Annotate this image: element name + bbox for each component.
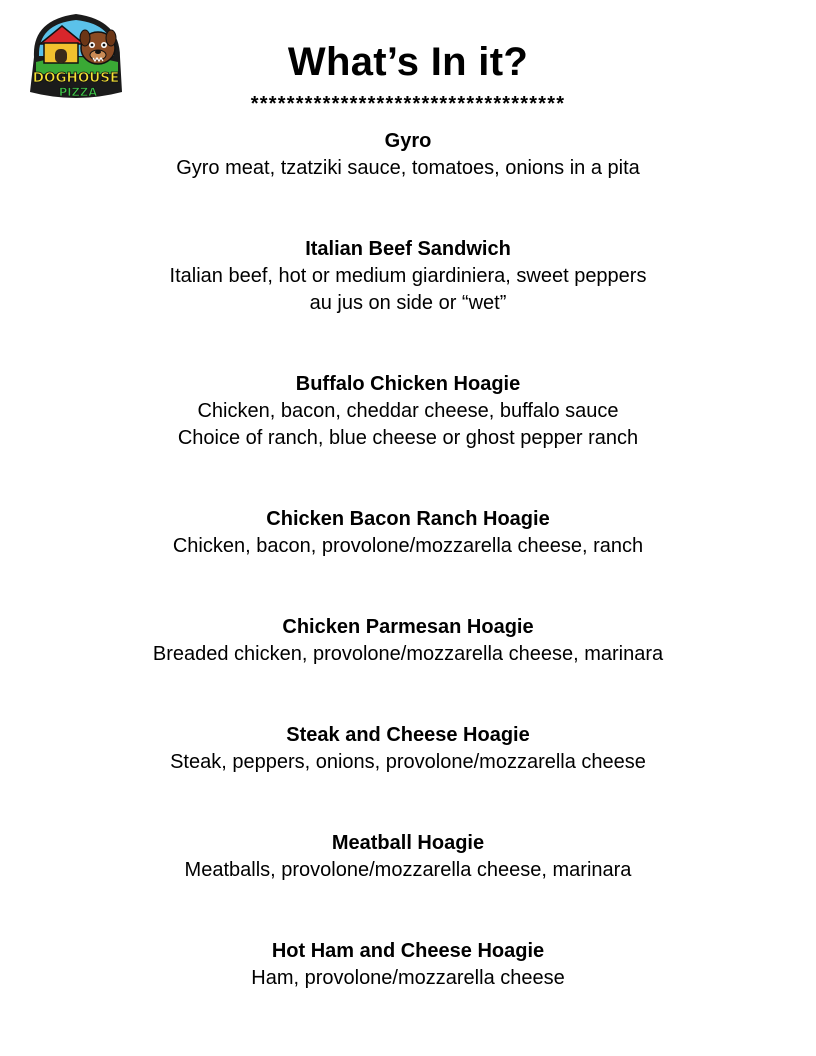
svg-text:DOGHOUSE: DOGHOUSE xyxy=(32,70,120,86)
menu-item-description: Ham, provolone/mozzarella cheese xyxy=(251,967,565,989)
menu-item-buffalo-chicken xyxy=(0,371,816,452)
menu-item-italian-beef xyxy=(0,236,816,317)
menu-item-name: Steak and Cheese Hoagie xyxy=(286,724,530,746)
menu-item-name: Gyro xyxy=(384,130,432,152)
menu-item-description: au jus on side or “wet” xyxy=(309,292,507,314)
menu-item-name: Italian Beef Sandwich xyxy=(305,238,511,260)
menu-item-description: Italian beef, hot or medium giardiniera, sweet peppers xyxy=(169,265,647,287)
menu-item-name: Chicken Bacon Ranch Hoagie xyxy=(266,508,550,530)
menu-item-hot-ham-and-cheese xyxy=(0,938,816,992)
menu-item-name: Chicken Parmesan Hoagie xyxy=(282,616,534,638)
svg-text:PIZZA: PIZZA xyxy=(58,85,98,99)
page-title: What’s In it? xyxy=(287,40,529,84)
menu-item-description: Choice of ranch, blue cheese or ghost pepper ranch xyxy=(177,427,639,449)
menu-item-description: Gyro meat, tzatziki sauce, tomatoes, onions in a pita xyxy=(176,157,640,179)
menu-item-gyro xyxy=(0,128,816,182)
asterisk-divider: *********************************** xyxy=(250,93,566,115)
menu-item-name: Meatball Hoagie xyxy=(331,832,485,854)
menu-item-meatball xyxy=(0,830,816,884)
menu-item-name: Hot Ham and Cheese Hoagie xyxy=(271,940,545,962)
menu-item-steak-and-cheese xyxy=(0,722,816,776)
menu-item-chicken-parmesan xyxy=(0,614,816,668)
menu-item-description: Chicken, bacon, cheddar cheese, buffalo sauce xyxy=(197,400,619,422)
menu-item-name: Buffalo Chicken Hoagie xyxy=(295,373,521,395)
menu-item-chicken-bacon-ranch xyxy=(0,506,816,560)
menu-item-description: Meatballs, provolone/mozzarella cheese, marinara xyxy=(184,859,632,881)
menu-item-description: Steak, peppers, onions, provolone/mozzarella cheese xyxy=(170,751,646,773)
menu-item-description: Chicken, bacon, provolone/mozzarella cheese, ranch xyxy=(172,535,644,557)
menu-item-description: Breaded chicken, provolone/mozzarella cheese, marinara xyxy=(152,643,664,665)
